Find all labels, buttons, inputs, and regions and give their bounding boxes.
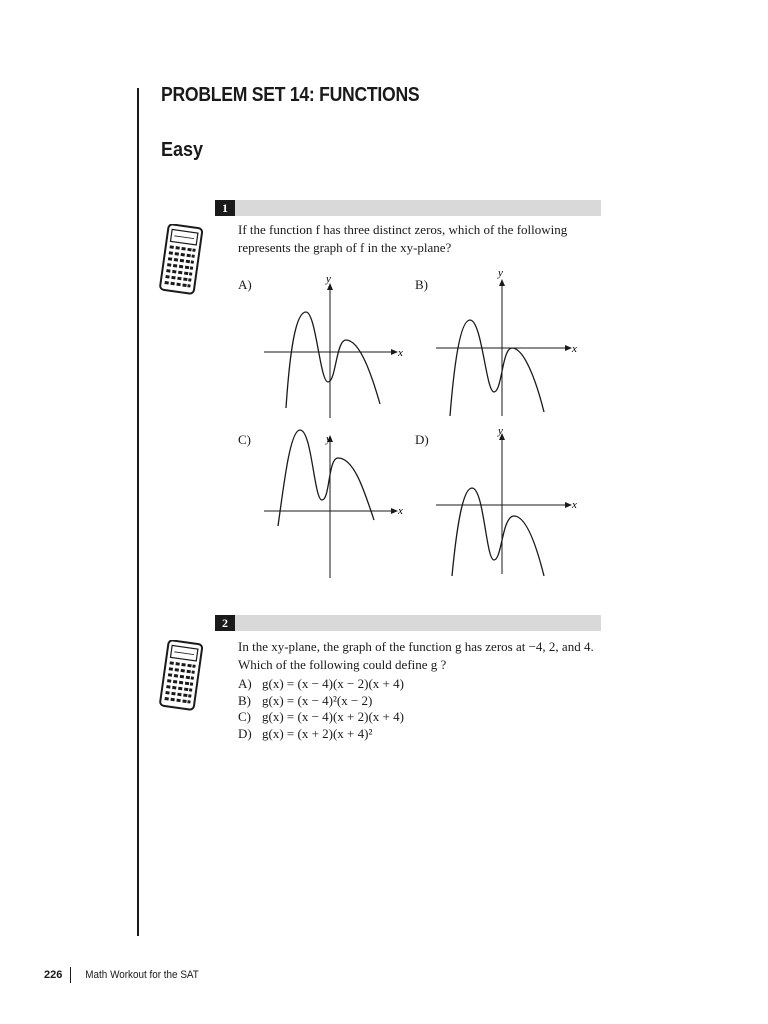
choice-b-text: g(x) = (x − 4)²(x − 2) <box>262 692 373 708</box>
footer-divider <box>70 967 71 983</box>
choice-c <box>238 709 404 726</box>
page-number: 226 <box>44 968 63 981</box>
book-title: Math Workout for the SAT <box>85 968 200 981</box>
choice-b <box>238 693 404 710</box>
question-2-number: 2 <box>215 615 235 631</box>
graph-d-label: D) <box>415 432 429 447</box>
graph-b-label: B) <box>415 277 428 292</box>
choice-d <box>238 726 404 743</box>
calculator-icon <box>158 640 204 712</box>
graph-a <box>260 268 410 420</box>
calculator-icon <box>158 224 204 296</box>
choice-d-text: g(x) = (x + 2)(x + 4)² <box>262 725 373 741</box>
page-title: PROBLEM SET 14: FUNCTIONS <box>161 84 420 106</box>
question-2-choices <box>238 676 404 742</box>
page-footer <box>44 967 206 983</box>
graph-a-x-label: x <box>398 347 403 359</box>
question-2-bar <box>215 615 601 631</box>
difficulty-heading: Easy <box>161 139 204 161</box>
graph-b-y-label: y <box>498 267 503 279</box>
choice-b-label: B) <box>238 692 251 708</box>
graph-d-x-label: x <box>572 499 577 511</box>
question-1-bar <box>215 200 601 216</box>
graph-a-label: A) <box>238 277 252 292</box>
graph-c-x-label: x <box>398 505 403 517</box>
graph-d-y-label: y <box>498 425 503 437</box>
choice-a-text: g(x) = (x − 4)(x − 2)(x + 4) <box>262 676 404 691</box>
choice-a <box>238 676 404 693</box>
graph-b <box>432 266 582 418</box>
graph-b-x-label: x <box>572 343 577 355</box>
choice-c-label: C) <box>238 709 251 724</box>
choice-a-label: A) <box>238 676 252 691</box>
graph-c <box>260 424 410 580</box>
graph-d <box>432 424 582 580</box>
question-1-number: 1 <box>215 200 235 216</box>
question-2-text: In the xy-plane, the graph of the function g has zeros at −4, 2, and 4. Which of the following could define g ? <box>238 639 594 672</box>
choice-d-label: D) <box>238 725 252 741</box>
graph-c-label: C) <box>238 432 251 447</box>
question-1-text: If the function f has three distinct zeros, which of the following represents the graph of f in the xy-plane? <box>238 222 568 255</box>
choice-c-text: g(x) = (x − 4)(x + 2)(x + 4) <box>262 709 404 724</box>
margin-rule <box>137 88 139 936</box>
graph-c-y-label: y <box>326 433 331 445</box>
graph-a-y-label: y <box>326 273 331 285</box>
